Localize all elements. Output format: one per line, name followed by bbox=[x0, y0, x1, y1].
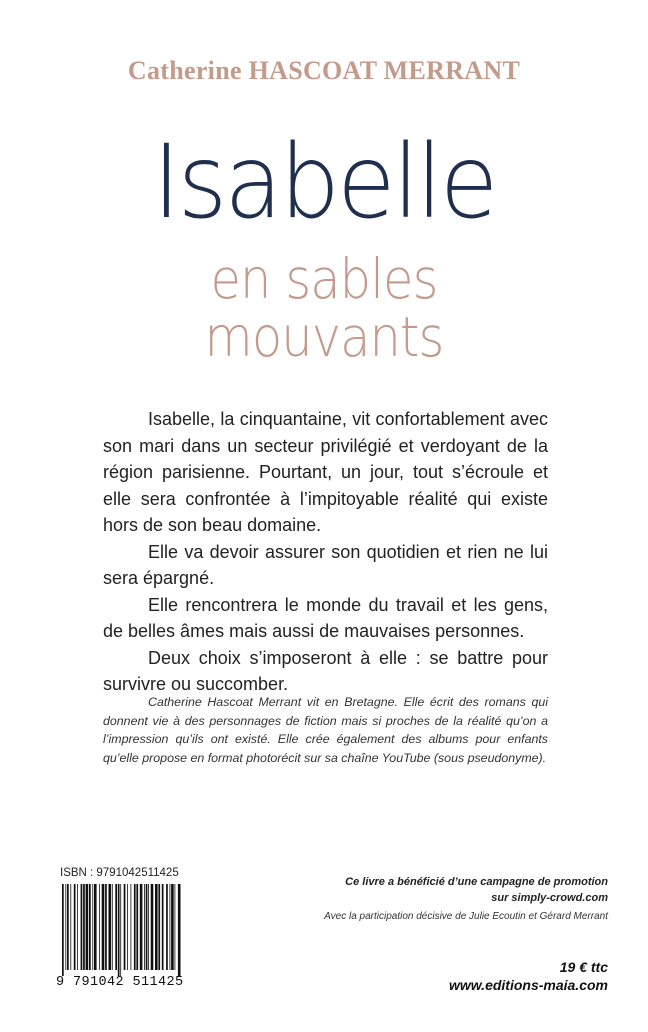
blurb-paragraph: Deux choix s’imposeront à elle : se battre pour survivre ou succomber. bbox=[103, 647, 548, 694]
book-subtitle bbox=[32, 247, 615, 369]
blurb-paragraph: Elle va devoir assurer son quotidien et rien ne lui sera épargné. bbox=[103, 541, 548, 588]
participation-note: Avec la participation décisive de Julie Ecoutin et Gérard Merrant bbox=[324, 911, 608, 922]
subtitle-line-2: mouvants bbox=[204, 305, 444, 369]
author-bio: Catherine Hascoat Merrant vit en Bretagne. Elle écrit des romans qui donnent vie à des personnages de fiction mais si proches de la réalité qu’on a l’impression qu’ils ont existé. Elle crée également des albums pour enfants qu’elle propose en format photorécit sur sa chaîne YouTube (sous pseudonyme). bbox=[103, 695, 548, 765]
price: 19 € ttc bbox=[559, 959, 608, 975]
blurb bbox=[103, 406, 548, 698]
barcode bbox=[56, 884, 186, 992]
barcode-digits: 9 791042 511425 bbox=[56, 975, 184, 990]
blurb-paragraph: Isabelle, la cinquantaine, vit confortablement avec son mari dans un secteur privilégié et verdoyant de la région parisienne. Pourtant, un jour, tout s’écroule et elle sera confrontée à l’impitoyable réalité qui existe hors de son beau domaine. bbox=[103, 409, 548, 535]
promo-note bbox=[345, 874, 608, 906]
blurb-paragraph: Elle rencontrera le monde du travail et les gens, de belles âmes mais aussi de mauvaises personnes. bbox=[103, 594, 548, 641]
subtitle-line-1: en sables bbox=[210, 247, 438, 311]
promo-line-1: Ce livre a bénéficié d’une campagne de promotion bbox=[345, 876, 608, 888]
book-title: Isabelle bbox=[152, 123, 496, 242]
barcode-bars bbox=[56, 884, 186, 976]
isbn-label: ISBN : 9791042511425 bbox=[60, 867, 179, 879]
author-name: Catherine HASCOAT MERRANT bbox=[127, 56, 521, 85]
publisher-website: www.editions-maia.com bbox=[449, 977, 608, 993]
promo-line-2: sur simply-crowd.com bbox=[491, 892, 608, 904]
